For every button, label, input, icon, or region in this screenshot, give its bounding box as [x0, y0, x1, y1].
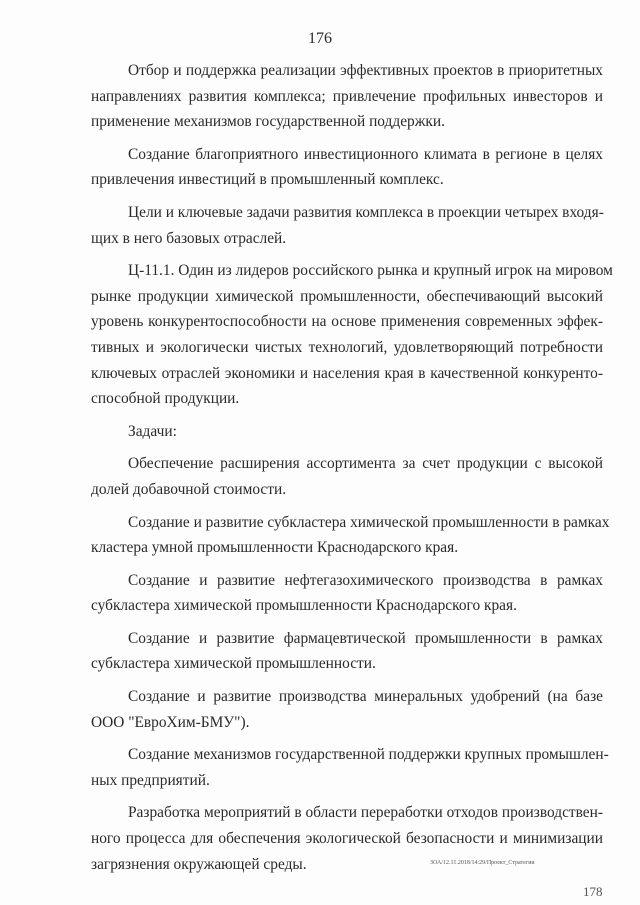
paragraph-line: Создание и развитие субкластера химической промышленности в рамках	[128, 513, 610, 531]
paragraph-line: уровень конкурентоспособности на основе применения современных эффек-	[91, 313, 603, 331]
paragraph-line: Обеспечение расширения ассортимента за счет продукции с высокой	[128, 455, 603, 473]
document-body	[91, 58, 613, 884]
paragraph-p1	[91, 58, 603, 135]
paragraph-line: тивных и экологически чистых технологий, удовлетворяющий потребности	[91, 338, 603, 356]
paragraph-p4	[91, 258, 613, 412]
paragraph-line: субкластера химической промышленности.	[91, 655, 376, 673]
paragraph-line: Разработка мероприятий в области переработки отходов производствен-	[128, 804, 603, 822]
paragraph-line: применение механизмов государственной поддержки.	[91, 113, 445, 131]
paragraph-line: Задачи:	[128, 422, 177, 440]
paragraph-p10	[91, 684, 603, 735]
page-number: 176	[308, 30, 332, 47]
paragraph-line: направлениях развития комплекса; привлечение профильных инвесторов и	[91, 87, 603, 105]
paragraph-line: привлечения инвестиций в промышленный комплекс.	[91, 171, 444, 189]
footer-stamp: ЗОА/12.11.2018/14:29/Проект_Стратегии	[430, 860, 535, 866]
paragraph-line: Создание благоприятного инвестиционного климата в регионе в целях	[128, 145, 603, 163]
paragraph-p3	[91, 200, 603, 251]
paragraph-line: долей добавочной стоимости.	[91, 480, 287, 498]
paragraph-line: Создание и развитие фармацевтической промышленности в рамках	[128, 629, 603, 647]
paragraph-line: кластера умной промышленности Краснодарского края.	[91, 539, 459, 557]
paragraph-line: ного процесса для обеспечения экологической безопасности и минимизации	[91, 830, 603, 848]
paragraph-line: Цели и ключевые задачи развития комплекса в проекции четырех входя-	[128, 203, 604, 221]
paragraph-line: загрязнения окружающей среды.	[91, 855, 307, 873]
paragraph-line: ключевых отраслей экономики и населения края в качественной конкуренто-	[91, 364, 603, 382]
paragraph-p11	[91, 742, 609, 793]
paragraph-p9	[91, 626, 603, 677]
paragraph-line: субкластера химической промышленности Краснодарского края.	[91, 597, 517, 615]
paragraph-line: ных предприятий.	[91, 771, 210, 789]
paragraph-line: рынке продукции химической промышленности, обеспечивающий высокий	[91, 287, 603, 305]
paragraph-line: щих в него базовых отраслей.	[91, 229, 287, 247]
paragraph-line: Создание и развитие нефтегазохимического производства в рамках	[128, 571, 603, 589]
paragraph-line: Отбор и поддержка реализации эффективных проектов в приоритетных	[128, 62, 603, 79]
paragraph-p7	[91, 510, 610, 561]
paragraph-p2	[91, 142, 603, 193]
scan-page-number: 178	[583, 884, 603, 899]
paragraph-line: ООО "ЕвроХим-БМУ").	[91, 713, 250, 731]
paragraph-p8	[91, 568, 603, 619]
paragraph-p5	[91, 419, 603, 445]
paragraph-line: Ц-11.1. Один из лидеров российского рынка и крупный игрок на мировом	[128, 262, 613, 280]
paragraph-line: способной продукции.	[91, 390, 240, 408]
paragraph-p6	[91, 451, 603, 502]
paragraph-line: Создание и развитие производства минеральных удобрений (на базе	[128, 688, 603, 706]
paragraph-line: Создание механизмов государственной поддержки крупных промышлен-	[128, 746, 609, 764]
